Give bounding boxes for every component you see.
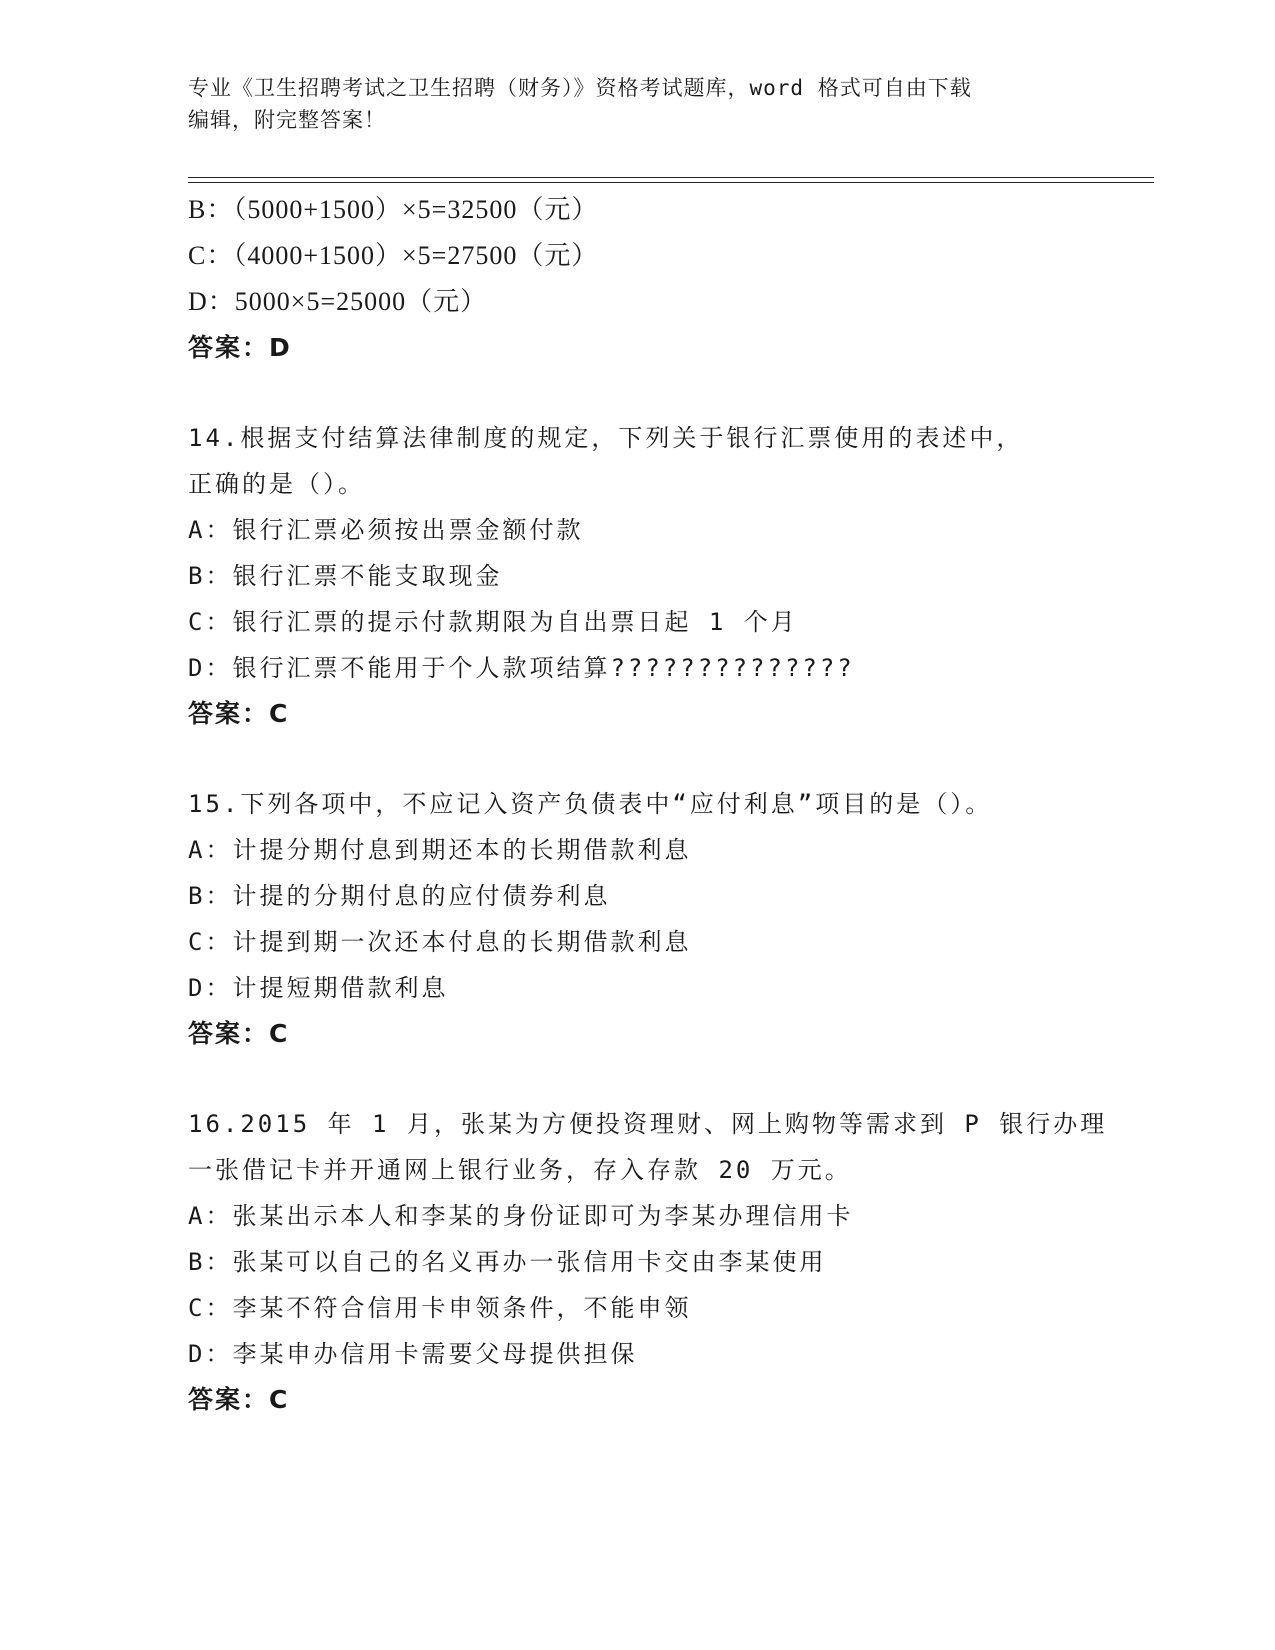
option-b: B：计提的分期付息的应付债券利息 (188, 882, 611, 910)
answer-line: 答案：C (188, 699, 290, 728)
question-stem: 15.下列各项中，不应记入资产负债表中“应付利息”项目的是（）。 (188, 790, 993, 818)
question-14 (188, 415, 1148, 737)
question-15 (188, 781, 1148, 1057)
option-b: B：银行汇票不能支取现金 (188, 562, 503, 590)
spacer (188, 1057, 1148, 1101)
question-stem: 14.根据支付结算法律制度的规定，下列关于银行汇票使用的表述中， (188, 424, 1024, 452)
document-body (188, 187, 1148, 1423)
option-a: A：计提分期付息到期还本的长期借款利息 (188, 836, 692, 864)
answer-line: 答案：C (188, 1385, 290, 1414)
header-line-1: 专业《卫生招聘考试之卫生招聘（财务）》资格考试题库，word 格式可自由下载 (188, 76, 972, 100)
spacer (188, 371, 1148, 415)
option-c: C：（4000+1500）×5=27500（元） (188, 241, 599, 270)
option-d: D：5000×5=25000（元） (188, 287, 488, 316)
question-16 (188, 1101, 1148, 1423)
question-stem-continued: 正确的是（）。 (188, 470, 365, 498)
option-c: C：银行汇票的提示付款期限为自出票日起 1 个月 (188, 608, 798, 636)
document-header (188, 72, 1088, 136)
question-stem: 16.2015 年 1 月，张某为方便投资理财、网上购物等需求到 P 银行办理 (188, 1110, 1108, 1138)
option-a: A：张某出示本人和李某的身份证即可为李某办理信用卡 (188, 1202, 854, 1230)
spacer (188, 737, 1148, 781)
answer-line: 答案：D (188, 333, 292, 362)
option-b: B：张某可以自己的名义再办一张信用卡交由李某使用 (188, 1248, 827, 1276)
option-c: C：计提到期一次还本付息的长期借款利息 (188, 928, 692, 956)
option-d: D：李某申办信用卡需要父母提供担保 (188, 1340, 638, 1368)
header-line-2: 编辑，附完整答案！ (188, 108, 386, 132)
option-b: B：（5000+1500）×5=32500（元） (188, 195, 599, 224)
option-d: D：计提短期借款利息 (188, 974, 449, 1002)
option-d: D：银行汇票不能用于个人款项结算?????????????? (188, 654, 855, 682)
prev-question-options (188, 187, 1148, 371)
header-divider-top (188, 177, 1154, 178)
option-c: C：李某不符合信用卡申领条件，不能申领 (188, 1294, 692, 1322)
option-a: A：银行汇票必须按出票金额付款 (188, 516, 584, 544)
answer-line: 答案：C (188, 1019, 290, 1048)
question-stem-continued: 一张借记卡并开通网上银行业务，存入存款 20 万元。 (188, 1156, 852, 1184)
header-divider-bottom (188, 182, 1154, 183)
